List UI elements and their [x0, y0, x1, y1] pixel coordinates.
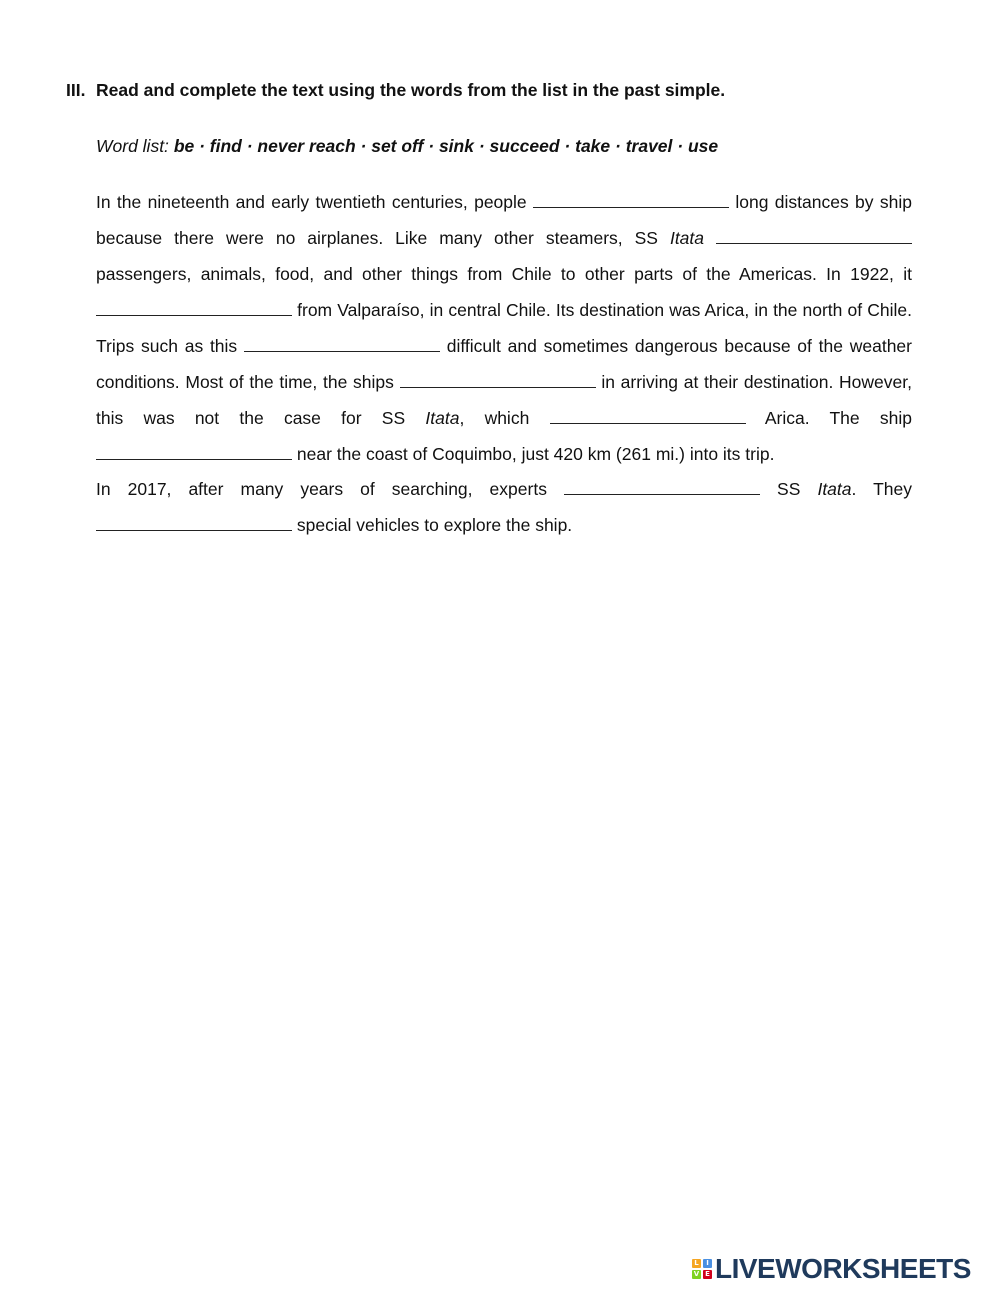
word-list-words: be · find · never reach · set off · sink · succeed · take · travel · use: [173, 136, 719, 156]
liveworksheets-logo: [692, 1255, 971, 1283]
answer-blank-4[interactable]: [244, 336, 440, 352]
text-segment: long distances by ship because there were no airplanes. Like many other steamers, SS: [96, 192, 912, 248]
paragraph-2: [96, 471, 912, 543]
logo-text: LIVEWORKSHEETS: [715, 1253, 971, 1284]
answer-blank-8[interactable]: [564, 479, 760, 495]
text-segment: passengers, animals, food, and other things from Chile to other parts of the Americas. In 1922, it: [96, 264, 912, 284]
text-segment: . They: [851, 479, 912, 499]
answer-blank-2[interactable]: [716, 228, 912, 244]
answer-blank-9[interactable]: [96, 515, 292, 531]
text-segment: In the nineteenth and early twentieth centuries, people: [96, 192, 527, 212]
text-segment: special vehicles to explore the ship.: [296, 515, 573, 535]
text-segment: , which: [459, 408, 530, 428]
text-segment: Arica. The ship: [764, 408, 912, 428]
answer-blank-1[interactable]: [533, 192, 729, 208]
exercise-instruction: Read and complete the text using the words from the list in the past simple.: [96, 80, 726, 100]
answer-blank-7[interactable]: [96, 444, 292, 460]
ship-name: Itata: [817, 479, 852, 499]
logo-mark-letter: V: [693, 1270, 700, 1278]
ship-name: Itata: [425, 408, 460, 428]
logo-mark-icon: [692, 1259, 712, 1279]
word-list: [96, 136, 718, 157]
text-segment: SS: [777, 479, 801, 499]
text-segment: in arriving at their destination. However, this was not the case for SS: [96, 372, 912, 428]
exercise-heading: [66, 80, 725, 101]
word-list-label: Word list:: [96, 136, 169, 156]
text-segment: In 2017, after many years of searching, experts: [96, 479, 547, 499]
text-segment: near the coast of Coquimbo, just 420 km (261 mi.) into its trip.: [296, 444, 775, 464]
answer-blank-3[interactable]: [96, 300, 292, 316]
answer-blank-5[interactable]: [400, 372, 596, 388]
text-segment: difficult and sometimes dangerous because of the weather conditions. Most of the time, the ships: [96, 336, 912, 392]
answer-blank-6[interactable]: [550, 408, 746, 424]
paragraph-1: [96, 184, 912, 472]
logo-mark-letter: E: [703, 1270, 712, 1279]
exercise-number: III.: [66, 80, 86, 100]
ship-name: Itata: [669, 228, 705, 248]
text-segment: from Valparaíso, in central Chile. Its destination was Arica, in the north of Chile. Trips such as this: [96, 300, 912, 356]
logo-mark-letter: I: [703, 1259, 712, 1268]
logo-mark-letter: L: [692, 1259, 701, 1268]
